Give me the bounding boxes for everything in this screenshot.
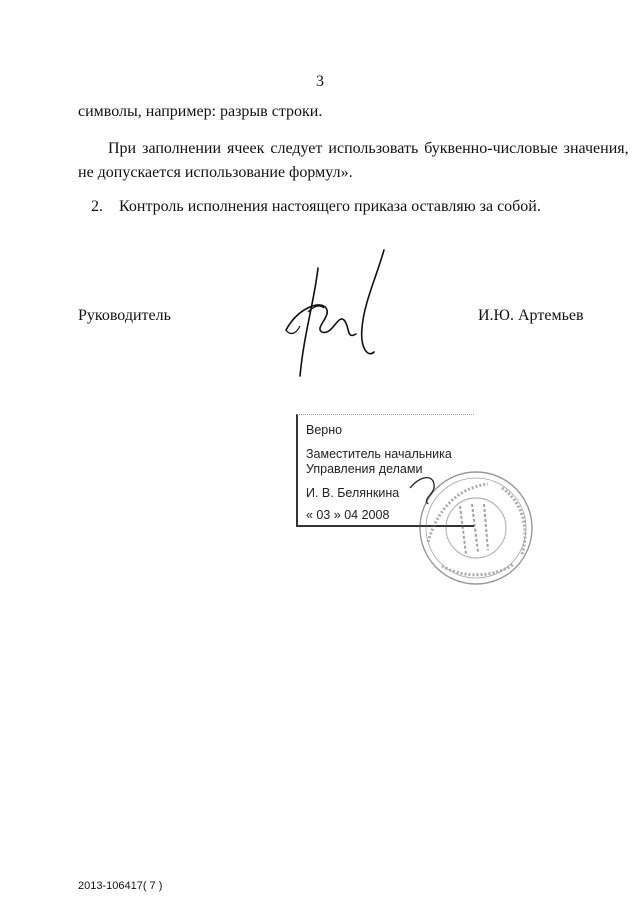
document-code: 2013-106417( 7 ) xyxy=(78,880,163,892)
certification-verno: Верно xyxy=(306,423,343,437)
signatory-role: Руководитель xyxy=(78,307,171,324)
paragraph-line: символы, например: разрыв строки. xyxy=(78,103,323,120)
certification-position: Заместитель начальника xyxy=(306,447,452,461)
handwritten-signature xyxy=(280,248,390,383)
certification-name: И. В. Белянкина xyxy=(306,486,400,500)
paragraph-line: При заполнении ячеек следует использовать буквенно-числовые значения, xyxy=(108,140,629,157)
signatory-name: И.Ю. Артемьев xyxy=(478,307,584,324)
paragraph-line: не допускается использование формул». xyxy=(78,164,353,181)
page-number: 3 xyxy=(316,73,324,90)
list-item-number: 2. xyxy=(91,198,103,215)
certification-department: Управления делами xyxy=(306,462,423,476)
official-stamp xyxy=(398,468,548,588)
list-item-text: Контроль исполнения настоящего приказа оставляю за собой. xyxy=(119,198,541,215)
certification-date: « 03 » 04 2008 xyxy=(306,508,390,522)
